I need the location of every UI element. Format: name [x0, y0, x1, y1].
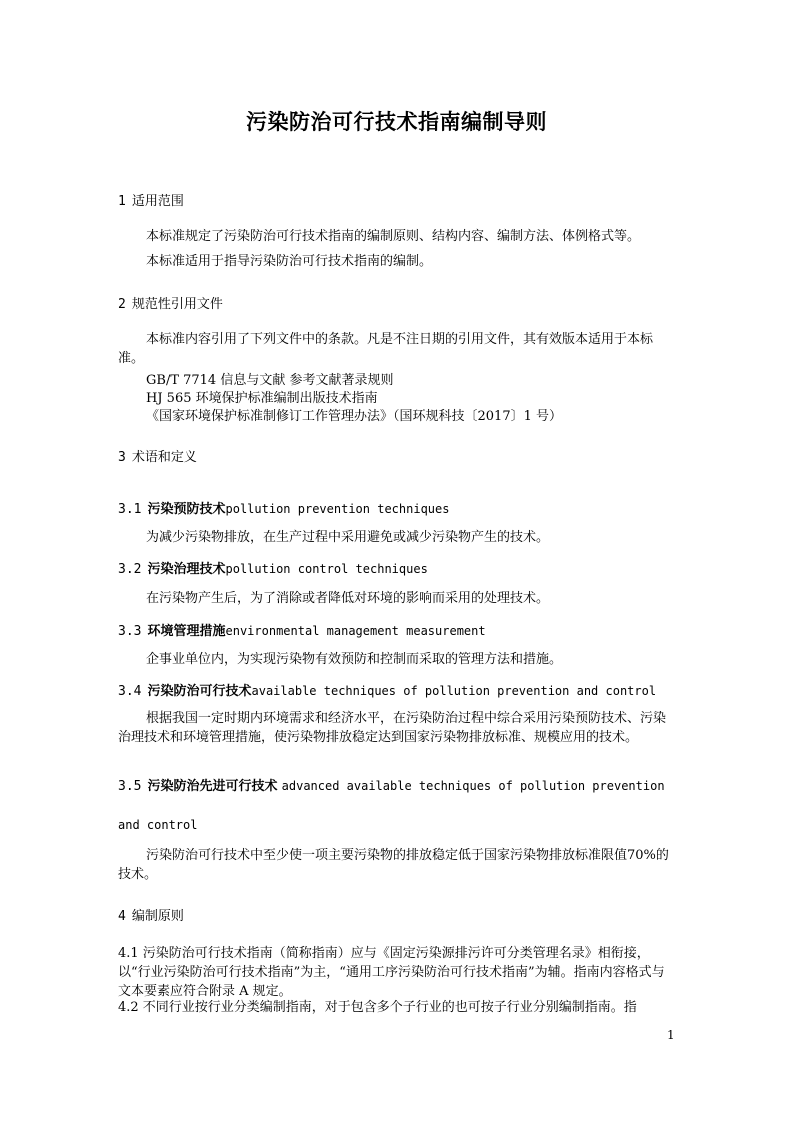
term-en-continued: and control — [118, 818, 198, 832]
section-title: 术语和定义 — [131, 450, 197, 465]
page-number: 1 — [667, 1028, 675, 1042]
document-title: 污染防治可行技术指南编制导则 — [246, 110, 547, 134]
term-heading-continuation — [118, 818, 197, 833]
section-number: 2 — [118, 297, 126, 312]
term-en: advanced available techniques of pollution prevention — [281, 779, 665, 793]
section-number: 4 — [118, 909, 126, 924]
term-number: 3.2 — [118, 562, 142, 577]
section-title: 适用范围 — [131, 194, 184, 209]
term-cn: 污染预防技术 — [147, 502, 226, 517]
paragraph: 本标准适用于指导污染防治可行技术指南的编制。 — [146, 254, 433, 269]
section-title: 编制原则 — [131, 909, 184, 924]
term-number: 3.5 — [118, 779, 142, 794]
paragraph: 4.1 污染防治可行技术指南（简称指南）应与《固定污染源排污许可分类管理名录》相衔接，以“行业污染防治可行技术指南”为主，“通用工序污染防治可行技术指南”为辅。指南内容格式与文本要素应符合附录 A 规定。 — [118, 946, 665, 999]
reference-item: 《国家环境保护标准制修订工作管理办法》（国环规科技〔2017〕1 号） — [146, 409, 562, 424]
term-number: 3.3 — [118, 624, 142, 639]
term-en: pollution prevention techniques — [225, 502, 450, 516]
term-definition: 为减少污染物排放，在生产过程中采用避免或减少污染物产生的技术。 — [146, 530, 550, 545]
term-definition: 在污染物产生后，为了消除或者降低对环境的影响而采用的处理技术。 — [146, 591, 550, 606]
term-number: 3.4 — [118, 684, 142, 699]
paragraph: 本标准规定了污染防治可行技术指南的编制原则、结构内容、编制方法、体例格式等。 — [146, 229, 641, 244]
term-cn: 污染治理技术 — [147, 562, 226, 577]
term-en: pollution control techniques — [225, 562, 428, 576]
section-2-heading — [118, 293, 223, 312]
term-definition: 污染防治可行技术中至少使一项主要污染物的排放稳定低于国家污染物排放标准限值70%的技术。 — [118, 848, 669, 882]
term-heading — [118, 680, 656, 699]
reference-item: HJ 565 环境保护标准编制出版技术指南 — [146, 391, 378, 406]
section-1-heading — [118, 190, 184, 209]
term-cn: 环境管理措施 — [147, 624, 226, 639]
term-heading — [118, 558, 428, 577]
section-3-heading — [118, 446, 197, 465]
section-number: 3 — [118, 450, 126, 465]
term-heading — [118, 775, 665, 794]
term-en: environmental management measurement — [225, 624, 486, 638]
section-number: 1 — [118, 194, 126, 209]
section-title: 规范性引用文件 — [131, 297, 223, 312]
paragraph: 4.2 不同行业按行业分类编制指南，对于包含多个子行业的也可按子行业分别编制指南。指 — [118, 1000, 637, 1015]
term-definition: 企事业单位内，为实现污染物有效预防和控制而采取的管理方法和措施。 — [146, 652, 563, 667]
reference-item: GB/T 7714 信息与文献 参考文献著录规则 — [146, 373, 394, 388]
term-heading — [118, 498, 449, 517]
paragraph: 本标准内容引用了下列文件中的条款。凡是不注日期的引用文件，其有效版本适用于本标准。 — [118, 332, 654, 366]
term-en: available techniques of pollution prevention and control — [251, 684, 657, 698]
term-number: 3.1 — [118, 502, 142, 517]
section-4-heading — [118, 905, 184, 924]
term-definition: 根据我国一定时期内环境需求和经济水平，在污染防治过程中综合采用污染预防技术、污染治理技术和环境管理措施，使污染物排放稳定达到国家污染物排放标准、规模应用的技术。 — [118, 711, 667, 745]
term-heading — [118, 620, 486, 639]
term-cn: 污染防治先进可行技术 — [147, 779, 278, 794]
term-cn: 污染防治可行技术 — [147, 684, 252, 699]
